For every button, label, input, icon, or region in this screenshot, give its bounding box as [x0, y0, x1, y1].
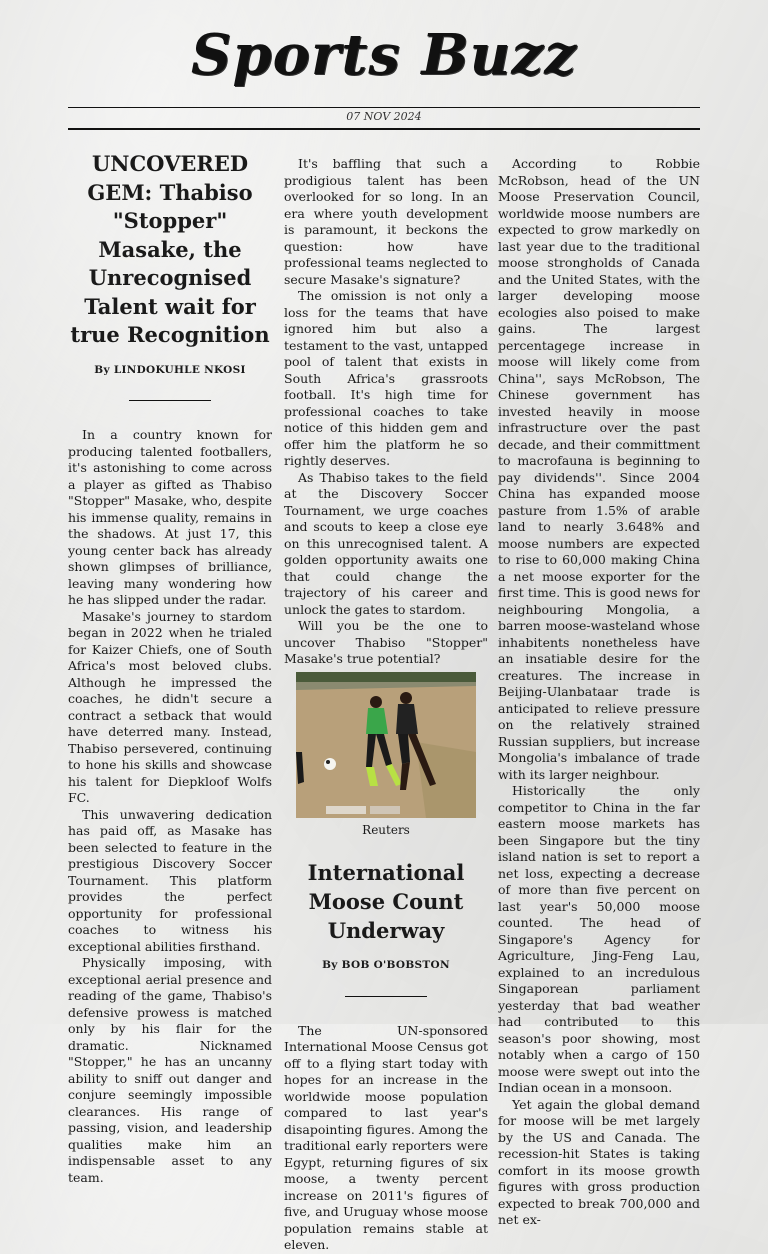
- dateline: 07 NOV 2024: [346, 110, 422, 123]
- article1-byline-rule: [129, 400, 211, 401]
- article2-byline-rule: [345, 996, 427, 997]
- article2-headline: International Moose Count Underway: [307, 860, 465, 943]
- masthead-rule-bottom: [68, 128, 700, 130]
- article1-paragraph: This unwavering dedication has paid off, as Masake has been selected to feature in the prestigious Discovery Soccer Tournament. This platform provides the perfect opportunity for professional coaches to witness his exceptional abilities firsthand.: [68, 806, 272, 954]
- article2-paragraph: Yet again the global demand for moose will be met largely by the US and Canada. The recession-hit States is taking comfort in its moose growth figures with gross production expected to break 700,000 and net ex-: [498, 1096, 700, 1227]
- masthead-title: Sports Buzz: [191, 22, 577, 88]
- article1-paragraph: In a country known for producing talented footballers, it's astonishing to come across a player as gifted as Thabiso "Stopper" Masake, who, despite his immense quality, remains in the shadows. At just 17, this young center back has already shown glimpses of brilliance, leaving many wondering how he has slipped under the radar.: [68, 427, 272, 607]
- column-1: [68, 150, 272, 1185]
- article1-paragraph: Will you be the one to uncover Thabiso "Stopper" Masake's true potential?: [284, 618, 488, 666]
- football-photo-image: [296, 672, 476, 818]
- article1-paragraph: It's baffling that such a prodigious talent has been overlooked for so long. In an era where youth development is paramount, it beckons the question: how have professional teams neglected to secure Masake's signature?: [284, 156, 488, 287]
- masthead-rule-top: [68, 107, 700, 108]
- article2-paragraph: According to Robbie McRobson, head of the UN Moose Preservation Council, worldwide moose numbers are expected to grow markedly on last year due to the traditional moose strongholds of Canada and the United States, with the larger developing moose ecologies also poised to make gains. The largest percentagege increase in moose will likely come from China'', says McRobson, The Chinese government has invested heavily in moose infrastructure over the past decade, and their committment to macrofauna is beginning to pay dividends''. Since 2004 China has expanded moose pasture from 1.5% of arable land to nearly 3.648% and moose numbers are expected to rise to 60,000 making China a net moose exporter for the first time. This is good news for neighbouring Mongolia, a barren moose-wasteland whose inhabitents nonetheless have an insatiable desire for the creatures. The increase in Beijing-Ulanbataar trade is anticipated to relieve pressure on the relatively strained Russian suppliers, but increase Mongolia's imbalance of trade with its larger neighbour.: [498, 156, 700, 782]
- article2-paragraph: Historically the only competitor to China in the far eastern moose markets has been Singapore but the tiny island nation is set to report a net loss, expecting a decrease of more than five percent on last year's 50,000 moose counted. The head of Singapore's Agency for Agriculture, Jing-Feng Lau, explained to an incredulous Singaporean parliament yesterday that bad weather had contributed to this season's poor showing, most notably when a cargo of 150 moose were swept out into the Indian ocean in a monsoon.: [498, 783, 700, 1095]
- column-2: [284, 156, 488, 1252]
- article1-paragraph: As Thabiso takes to the field at the Discovery Soccer Tournament, we urge coaches and scouts to keep a close eye on this unrecognised talent. A golden opportunity awaits one that could change the trajectory of his career and unlock the gates to stardom.: [284, 469, 488, 617]
- article1-headline: UNCOVERED GEM: Thabiso "Stopper" Masake, the Unrecognised Talent wait for true Recognition: [70, 151, 270, 347]
- article1-paragraph: The omission is not only a loss for the teams that have ignored him but also a testament to the vast, untapped pool of talent that exists in South Africa's grassroots football. It's high time for professional coaches to take notice of this hidden gem and offer him the platform he so rightly deserves.: [284, 288, 488, 468]
- article2-paragraph: The UN-sponsored International Moose Census got off to a flying start today with hopes for an increase in the worldwide moose population compared to last year's disapointing figures. Among the traditional early reporters were Egypt, returning figures of six moose, a twenty percent increase on 2011's figures of five, and Uruguay whose moose population remains stable at eleven.: [284, 1022, 488, 1252]
- column-3: [498, 156, 700, 1227]
- article2-byline: By BOB O'BOBSTON: [322, 959, 450, 971]
- article1-paragraph: Masake's journey to stardom began in 2022 when he trialed for Kaizer Chiefs, one of South Africa's most beloved clubs. Although he impressed the coaches, he didn't secure a contract a setback that would have deterred many. Instead, Thabiso persevered, continuing to hone his skills and showcase his talent for Diepkloof Wolfs FC.: [68, 608, 272, 805]
- article1-paragraph: Physically imposing, with exceptional aerial presence and reading of the game, Thabiso's defensive prowess is matched only by his flair for the dramatic. Nicknamed "Stopper," he has an uncanny ability to sniff out danger and conjure seemingly impossible clearances. His range of passing, vision, and leadership qualities make him an indispensable asset to any team.: [68, 955, 272, 1185]
- football-photo: [296, 672, 476, 818]
- photo-caption: Reuters: [362, 822, 410, 837]
- article1-byline: By LINDOKUHLE NKOSI: [94, 363, 246, 376]
